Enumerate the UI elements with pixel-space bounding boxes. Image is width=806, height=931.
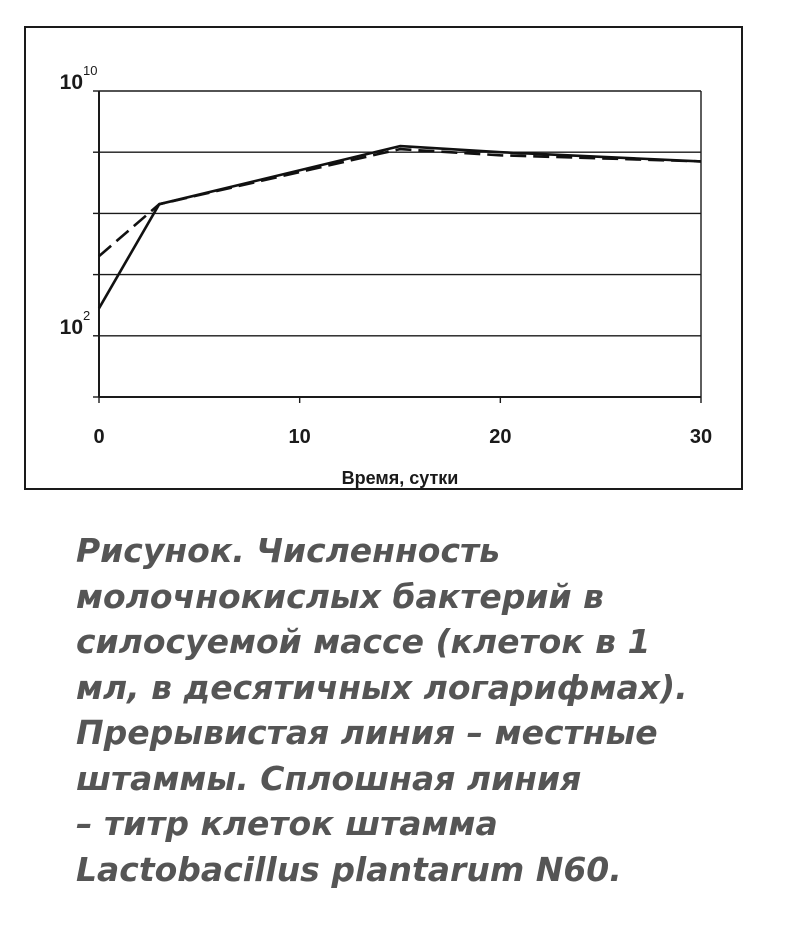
caption-line: – титр клеток штамма (76, 804, 498, 843)
axes (93, 91, 701, 403)
x-tick-label: 0 (93, 426, 105, 448)
caption-line: Рисунок. Численность (76, 531, 501, 570)
chart (26, 28, 741, 488)
figure-caption (76, 528, 776, 892)
y-tick-exponent: 2 (83, 307, 91, 323)
y-tick-exponent: 10 (83, 63, 98, 78)
caption-line: штаммы. Сплошная линия (76, 758, 582, 798)
y-tick-label (60, 308, 91, 339)
caption-line: молочнокислых бактерий в (76, 576, 604, 616)
y-tick-labels (60, 63, 98, 339)
x-tick-label: 20 (489, 426, 512, 448)
series (99, 146, 701, 308)
series-line-dashed (99, 149, 701, 256)
y-tick-base: 10 (59, 315, 83, 339)
gridlines (99, 91, 701, 336)
x-tick-label: 10 (288, 426, 311, 448)
caption-line: мл, в десятичных логарифмах). (76, 667, 688, 707)
caption-line: Прерывистая линия – местные (76, 713, 658, 752)
x-tick-label: 30 (689, 426, 713, 448)
series-line-solid (99, 146, 701, 308)
y-tick-base: 10 (59, 71, 83, 94)
chart-frame (24, 26, 743, 490)
caption-line: силосуемой массе (клеток в 1 (76, 622, 651, 661)
caption-line: Lactobacillus plantarum N60. (76, 849, 622, 889)
y-tick-label (60, 63, 98, 94)
x-axis-label: Время, сутки (341, 468, 459, 488)
x-tick-labels (93, 426, 712, 448)
